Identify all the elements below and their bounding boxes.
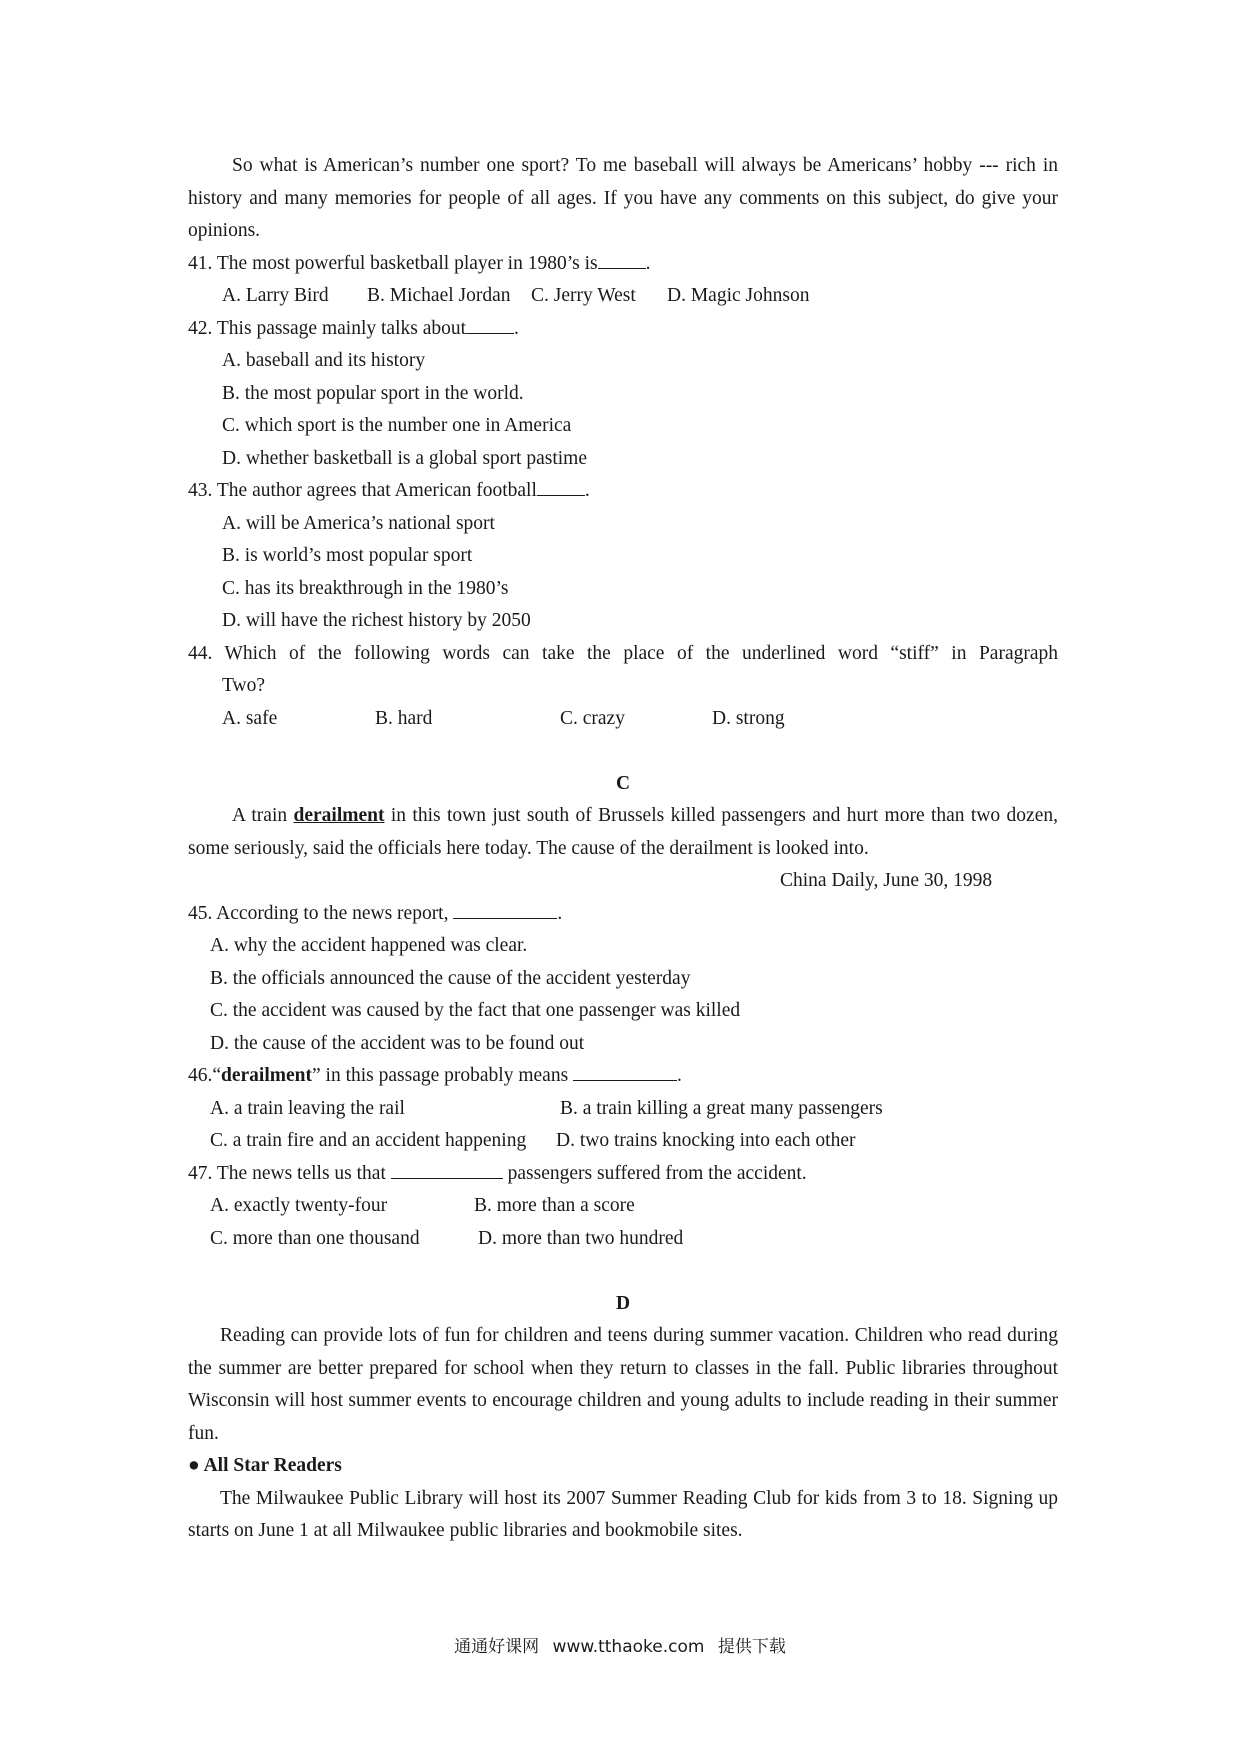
document-page [188,150,1058,1548]
option-d: D. whether basketball is a global sport pastime [222,447,587,469]
question-47-options-row-2 [188,1223,1058,1256]
question-46-options-row-2 [188,1125,1058,1158]
option-a: A. Larry Bird [222,285,329,306]
option-d: D. two trains knocking into each other [556,1130,856,1151]
option-d: D. more than two hundred [478,1227,684,1249]
question-47 [188,1158,1058,1191]
option-c: C. which sport is the number one in America [222,415,572,436]
answer-blank [537,477,585,496]
option-a: A. will be America’s national sport [222,512,495,534]
question-43-stem: 43. The author agrees that American football [188,480,537,501]
intro-paragraph: So what is American’s number one sport? To me baseball will always be Americans’ hobby --- rich in history and many memories for people of all ages. If you have any comments on this subject, do give your opinions. [188,155,1058,241]
section-c-paragraph [188,800,1058,865]
question-42 [188,313,1058,346]
option-c: C. a train fire and an accident happening [210,1130,527,1151]
option-a: A. a train leaving the rail [210,1097,405,1119]
answer-blank [573,1062,677,1081]
answer-blank [598,250,646,269]
news-source: China Daily, June 30, 1998 [780,870,993,891]
question-41 [188,248,1058,281]
option-b: B. Michael Jordan [367,285,511,306]
option-a: A. safe [222,707,278,729]
question-41-end: . [645,252,651,274]
all-star-readers-heading: ● All Star Readers [188,1455,342,1476]
footer-url: www.tthaoke.com [552,1637,705,1657]
option-b: B. the most popular sport in the world. [222,382,524,404]
question-46-number: 46.“ [188,1065,222,1086]
question-44-continuation: Two? [222,675,266,696]
question-45-stem: 45. According to the news report, [188,902,454,924]
question-47-stem: 47. The news tells us that [188,1162,391,1184]
paragraph-text: in this town just south of Brussels killed passengers and hurt more than two dozen, some seriously, said the officials here today. The cause of the derailment is looked into. [188,805,1058,859]
option-a: A. baseball and its history [222,350,426,371]
answer-blank [466,315,514,334]
page-footer [0,1632,1240,1657]
question-42-end: . [514,317,519,339]
option-c: C. the accident was caused by the fact that one passenger was killed [210,1000,741,1021]
option-c: C. crazy [560,707,625,729]
question-44: 44. Which of the following words can take the place of the underlined word “stiff” in Paragraph [188,642,1058,664]
option-b: B. is world’s most popular sport [222,545,473,566]
section-d-heading: D [615,1292,631,1314]
footer-suffix: 提供下载 [717,1637,786,1657]
question-42-stem: 42. This passage mainly talks about [188,317,467,339]
section-d-paragraph: Reading can provide lots of fun for children and teens during summer vacation. Children who read during the summer are better prepared for school when they return to classes in the fall. Public libraries throughout Wisconsin will host summer events to encourage children and young adults to include reading in their summer fun. [188,1325,1058,1444]
question-47-options-row-1 [188,1190,1058,1223]
question-43 [188,475,1058,508]
option-d: D. strong [712,707,785,729]
all-star-readers-paragraph: The Milwaukee Public Library will host its 2007 Summer Reading Club for kids from 3 to 18. Signing up starts on June 1 at all Milwaukee public libraries and bookmobile sites. [188,1487,1058,1541]
spacer [188,735,1058,768]
spacer [188,1255,1058,1288]
option-b: B. more than a score [474,1195,635,1216]
question-46-stem: ” in this passage probably means [312,1065,574,1086]
option-c: C. more than one thousand [210,1227,420,1249]
question-45-end: . [557,902,563,924]
derailment-keyword: derailment [293,805,385,826]
question-41-stem: 41. The most powerful basketball player in 1980’s is [188,252,598,274]
option-d: D. Magic Johnson [667,285,810,306]
question-44-options [188,703,1058,736]
option-b: B. hard [375,707,433,729]
option-b: B. the officials announced the cause of the accident yesterday [210,967,691,989]
question-43-end: . [584,480,590,501]
footer-site-name: 通通好课网 [454,1637,540,1657]
question-41-options [188,280,1058,313]
option-c: C. has its breakthrough in the 1980’s [222,577,509,599]
section-c-heading: C [615,772,631,794]
option-b: B. a train killing a great many passengers [560,1097,883,1119]
paragraph-text: A train [232,805,294,826]
option-c: C. Jerry West [531,285,636,306]
option-a: A. why the accident happened was clear. [210,935,528,956]
question-46-options-row-1 [188,1093,1058,1126]
option-d: D. the cause of the accident was to be found out [210,1032,585,1054]
answer-blank [391,1160,503,1179]
question-46-end: . [677,1065,682,1086]
option-d: D. will have the richest history by 2050 [222,610,531,631]
question-47-stem-end: passengers suffered from the accident. [502,1162,807,1184]
option-a: A. exactly twenty-four [210,1195,388,1216]
question-46 [188,1060,1058,1093]
question-46-keyword: derailment [221,1065,313,1086]
answer-blank [453,900,557,919]
question-45 [188,898,1058,931]
